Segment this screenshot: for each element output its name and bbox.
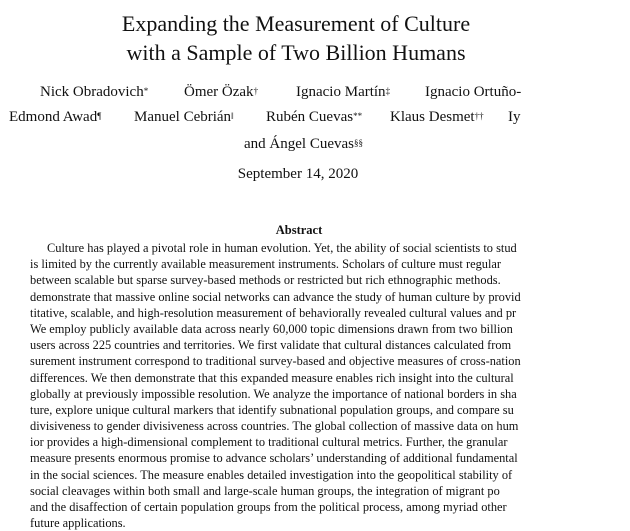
abstract-line: differences. We then demonstrate that this expanded measure enables rich insight into the cultural [30,370,514,385]
abstract-line: measure presents enormous promise to advance scholars’ understanding of additional fundamental [30,451,518,466]
affiliation-mark: ¶ [97,111,102,121]
abstract-line: social cleavages within both small and large-scale human groups, the integration of migrant po [30,483,500,498]
affiliation-mark: †† [474,111,484,121]
abstract-body [30,240,630,531]
abstract-heading: Abstract [275,223,323,237]
author-name: Edmond Awad [9,109,98,125]
abstract-line: divisiveness to gender divisiveness across countries. The global collection of massive data on hum [30,419,519,434]
author [508,107,521,127]
title-line-2: with a Sample of Two Billion Humans [126,40,466,65]
author [184,82,258,102]
author-row-1 [0,82,520,102]
author [9,107,101,127]
abstract-line: globally at previously impossible resolution. We analyze the importance of national borders in sha [30,386,517,401]
affiliation-mark: † [253,86,259,96]
author [244,134,363,154]
author-name: Klaus Desmet [390,109,475,125]
abstract-line: ture, explore unique cultural markers that identify subnational population groups, and compare su [30,402,514,417]
author [296,82,390,102]
author [425,82,521,102]
abstract-line: demonstrate that massive online social networks can advance the study of human culture by provid [30,289,521,304]
author-row-2 [0,107,520,127]
abstract-line: Culture has played a pivotal role in human evolution. Yet, the ability of social scientists to stud [47,241,517,255]
affiliation-mark: * [143,86,149,96]
abstract-line: in the social sciences. The measure enables detailed investigation into the geopolitical stability of [30,467,513,482]
paper-title [0,9,592,67]
author-name: Iy [508,109,521,125]
author-name: Ömer Özak [184,84,254,100]
title-line-1: Expanding the Measurement of Culture [121,11,471,36]
author [40,82,148,102]
abstract-line: users across 225 countries and territories. We first validate that cultural distances calculated from [30,338,512,353]
affiliation-mark: ‖ [231,111,234,121]
author-name: Ignacio Martín [296,84,386,100]
abstract-line: titative, scalable, and high-resolution measurement of behaviorally revealed cultural values and pr [30,305,517,320]
author [390,107,484,127]
affiliation-mark: ‡ [385,86,391,96]
abstract-line: is limited by the currently available measurement instruments. Scholars of culture must regular [30,257,502,272]
abstract-line: future applications. [30,516,126,531]
author-name: Ignacio Ortuño- [425,84,522,100]
abstract-line: and the disaffection of certain population groups from the political process, among myriad other [30,500,507,514]
author-name: Rubén Cuevas [266,109,354,125]
author [266,107,362,127]
abstract-line: between scalable but sparse survey-based methods or restricted but rich ethnographic methods. [30,273,501,288]
author-name: Nick Obradovich [40,84,144,100]
abstract-line: We employ publicly available data across nearly 60,000 topic dimensions drawn from two billion [30,321,513,336]
abstract-line: ior provides a high-dimensional complement to traditional cultural metrics. Further, the granular [30,435,508,450]
affiliation-mark: §§ [353,138,363,148]
affiliation-mark: ** [353,111,363,121]
author-name: and Ángel Cuevas [244,136,354,152]
author-name: Manuel Cebrián [134,109,232,125]
abstract-line: surement instrument correspond to traditional survey-based and objective measures of cross-nation [30,354,521,369]
author [134,107,234,127]
paper-date: September 14, 2020 [237,166,359,182]
